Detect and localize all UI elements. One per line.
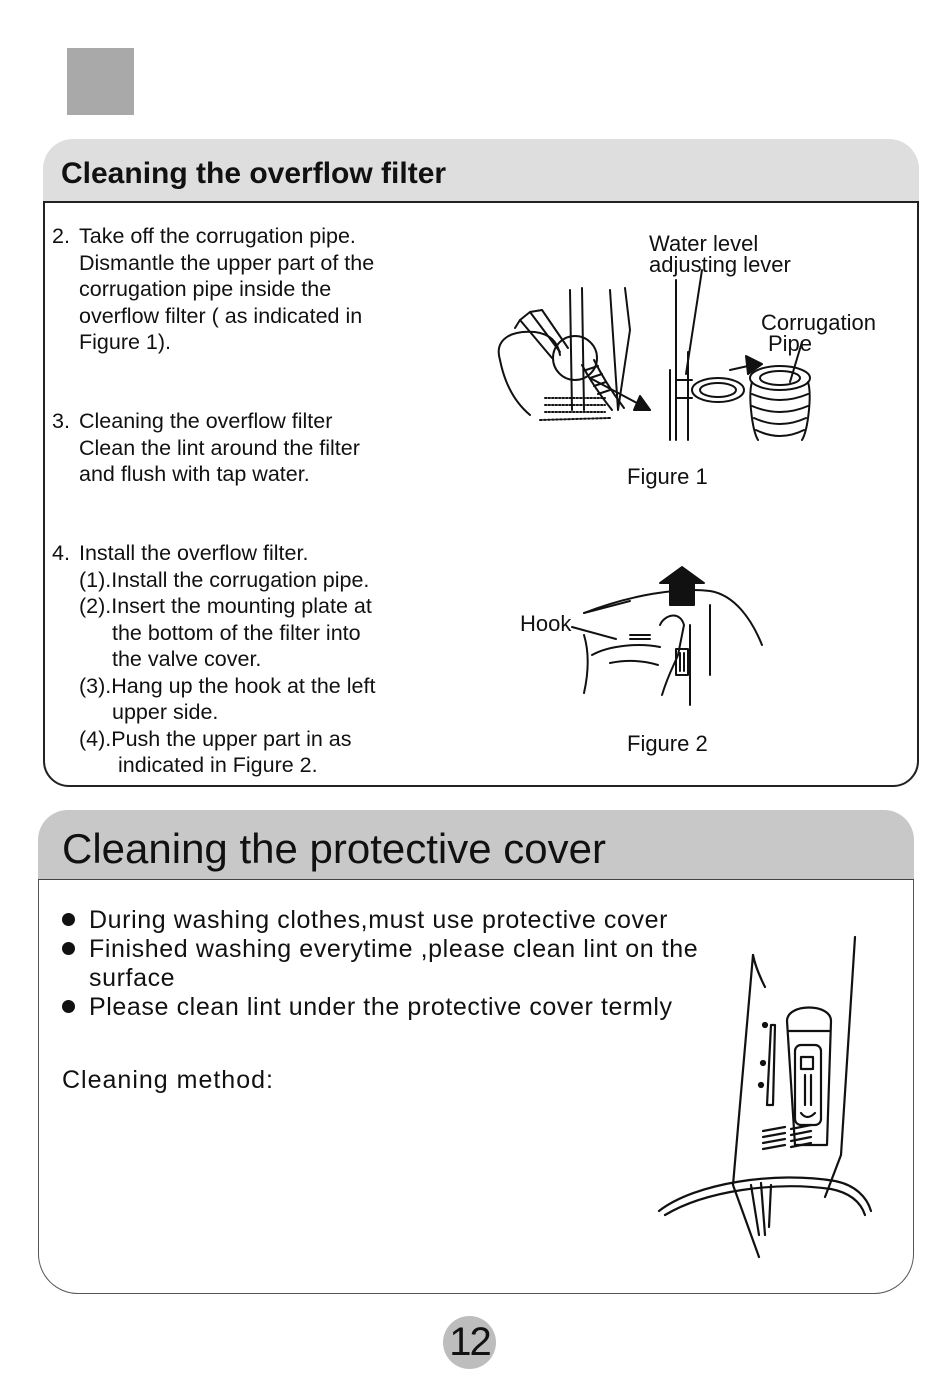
step-line: Figure 1). [79, 330, 172, 354]
corner-marker [67, 48, 134, 115]
bullet-item: During washing clothes,must use protective cover [89, 906, 669, 934]
step-number: 4. [52, 541, 70, 565]
step-line: Cleaning the overflow filter [79, 409, 333, 433]
label-pipe: Pipe [768, 331, 813, 356]
page-number: 12 [449, 1320, 490, 1364]
step-number: 2. [52, 224, 70, 248]
section-header-protective-cover [38, 810, 914, 880]
step-line: (3).Hang up the hook at the left [79, 673, 376, 698]
step-line: Dismantle the upper part of the [79, 250, 375, 275]
label-hook: Hook [520, 611, 572, 636]
figure-2-illustration [570, 565, 770, 710]
figure-1-caption: Figure 1 [627, 464, 708, 489]
section-title-protective-cover [62, 826, 606, 872]
step-line: (4).Push the upper part in as [79, 726, 352, 751]
step-line: (2).Insert the mounting plate at [79, 594, 372, 618]
bullet-dot [62, 1000, 75, 1013]
figure-1-illustration [490, 270, 820, 450]
bullet-item-continued: surface [89, 964, 176, 992]
page-number-badge [443, 1316, 496, 1369]
label-water-level: Water level [649, 231, 759, 256]
step-line: the valve cover. [112, 647, 262, 671]
step-3 [52, 408, 360, 488]
step-2 [52, 223, 375, 356]
title-part-b: protective cover [309, 825, 606, 872]
step-line: indicated in Figure 2. [118, 753, 318, 777]
step-line: Clean the lint around the filter [79, 435, 360, 460]
label-corrugation: Corrugation [761, 310, 876, 335]
step-number: 3. [52, 409, 70, 433]
step-line: corrugation pipe inside the [79, 277, 332, 301]
label-adjusting-lever: adjusting lever [649, 252, 791, 277]
step-line: (1).Install the corrugation pipe. [79, 567, 370, 592]
step-line: and flush with tap water. [79, 462, 310, 486]
step-line: the bottom of the filter into [112, 620, 361, 645]
step-line: Take off the corrugation pipe. [79, 224, 356, 248]
step-4 [52, 540, 376, 779]
bullet-item: Finished washing everytime ,please clean lint on the [89, 935, 699, 963]
bullet-dot [62, 942, 75, 955]
section-header-overflow-filter [43, 139, 919, 201]
protective-cover-illustration [655, 935, 875, 1250]
cleaning-method-label: Cleaning method: [62, 1066, 274, 1094]
step-line: upper side. [112, 700, 219, 724]
title-part-a: Cleaning the [62, 825, 298, 872]
bullet-item: Please clean lint under the protective cover termly [89, 993, 673, 1021]
figure-2-caption: Figure 2 [627, 731, 708, 756]
step-line: overflow filter ( as indicated in [79, 303, 363, 328]
section-title-overflow-filter: Cleaning the overflow filter [61, 157, 447, 190]
bullet-dot [62, 913, 75, 926]
step-line: Install the overflow filter. [79, 541, 309, 565]
